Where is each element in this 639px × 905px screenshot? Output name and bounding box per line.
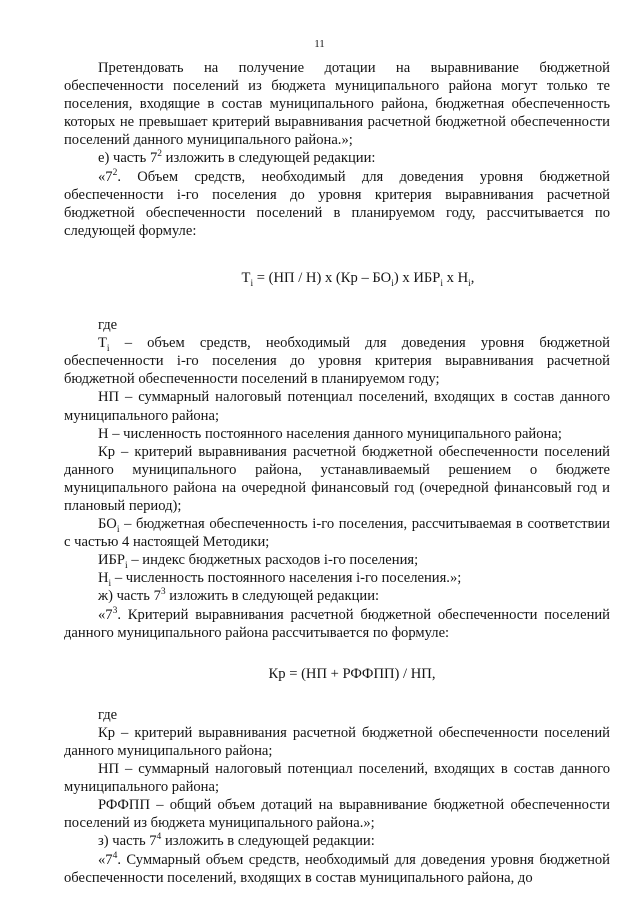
paragraph-eligibility: Претендовать на получение дотации на выравнивание бюджетной обеспеченности поселений из бюджета муниципального района могут только те поселения, входящие в состав муниципального района, бюджетная обеспеченность которых не превышает критерий выравнивания расчетной бюджетной обеспеченности поселений данного муниципального района.»;	[64, 60, 610, 149]
document-body	[64, 59, 610, 887]
page-number: 11	[314, 38, 325, 50]
paragraph-amend-7-2: е) часть $7^2$ изложить в следующей редакции:	[98, 149, 376, 167]
definition-np-2: НП – суммарный налоговый потенциал поселений, входящих в состав данного муниципального района;	[64, 761, 610, 796]
definition-ti: $T_i$ – объем средств, необходимый для доведения уровня бюджетной обеспеченности i-го поселения до уровня критерия выравнивания расчетной бюджетной обеспеченности поселений в планируемом году;	[64, 335, 610, 388]
formula-kr: Кр = (НП + РФФПП) / НП,	[268, 665, 436, 682]
definition-kr: Кр – критерий выравнивания расчетной бюджетной обеспеченности поселений данного муниципального района, устанавливаемый решением о бюджете муниципального района на очередной финансовый год (очередной финансовый год и плановый период);	[64, 443, 610, 514]
paragraph-amend-7-3: ж) часть $7^3$ изложить в следующей редакции:	[98, 587, 380, 605]
paragraph-7-3-text: «$7^3$. Критерий выравнивания расчетной бюджетной обеспеченности поселений данного муниципального района рассчитывается по формуле:	[64, 605, 610, 641]
definition-kr-2: Кр – критерий выравнивания расчетной бюджетной обеспеченности поселений данного муниципального района;	[64, 724, 610, 759]
definition-boi: $БО_i$ – бюджетная обеспеченность i-го поселения, рассчитываемая в соответствии с частью 4 настоящей Методики;	[64, 516, 610, 551]
paragraph-7-2-text: «$7^2$. Объем средств, необходимый для доведения уровня бюджетной обеспеченности i-го поселения до уровня критерия выравнивания расчетной бюджетной обеспеченности поселений в планируемом году, рассчитывается по следующей формуле:	[64, 167, 610, 239]
formula-ti: $T_i = (НП / Н)$ х $(Кр - БО_i)$ х $ИБР_i$ х $Н_i$,	[241, 269, 475, 289]
paragraph-amend-7-4: з) часть $7^4$ изложить в следующей редакции:	[98, 832, 375, 850]
paragraph-7-4-text: «$7^4$. Суммарный объем средств, необходимый для доведения уровня бюджетной обеспеченности поселений, входящих в состав муниципального района, до	[64, 850, 610, 886]
paragraph-where: где	[98, 317, 118, 334]
definition-ni: $Н_i$ – численность постоянного населения i-го поселения.»;	[98, 570, 462, 590]
definition-rffpp: РФФПП – общий объем дотаций на выравнивание бюджетной обеспеченности поселений из бюджета муниципального района.»;	[64, 797, 610, 832]
paragraph-where-2: где	[98, 706, 118, 723]
definition-np: НП – суммарный налоговый потенциал поселений, входящих в состав данного муниципального района;	[64, 389, 610, 424]
definition-n: Н – численность постоянного населения данного муниципального района;	[98, 425, 562, 442]
definition-ibri: $ИБР_i$ – индекс бюджетных расходов i-го поселения;	[98, 552, 419, 572]
